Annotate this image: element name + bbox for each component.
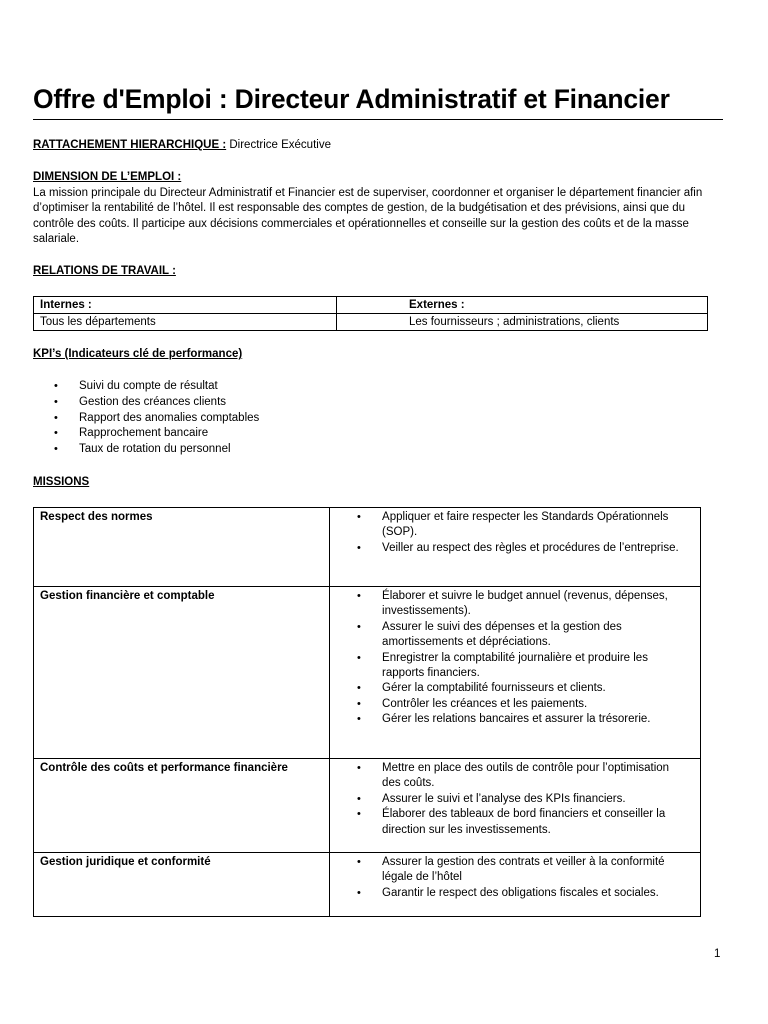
list-item: • Rapprochement bancaire xyxy=(79,426,259,442)
internal-value: Tous les départements xyxy=(34,314,337,331)
list-item: • Suivi du compte de résultat xyxy=(79,379,259,395)
list-item: • Gérer les relations bancaires et assurer la trésorerie. xyxy=(382,712,688,727)
mission-title: Respect des normes xyxy=(34,508,330,587)
page-number: 1 xyxy=(714,948,721,960)
list-item: • Contrôler les créances et les paiements. xyxy=(382,697,688,712)
list-item: • Enregistrer la comptabilité journalière et produire les rapports financiers. xyxy=(382,651,688,682)
dimension-label: DIMENSION DE L’EMPLOI : xyxy=(33,171,182,183)
internal-header: Internes : xyxy=(34,297,337,314)
relations-label-wrap xyxy=(33,264,176,280)
list-item: • Assurer la gestion des contrats et veiller à la conformité légale de l’hôtel xyxy=(382,855,688,886)
missions-label-wrap xyxy=(33,475,89,491)
mission-items xyxy=(330,759,701,853)
mission-title: Gestion financière et comptable xyxy=(34,587,330,759)
reporting-line xyxy=(33,138,331,154)
external-value: Les fournisseurs ; administrations, clients xyxy=(337,314,708,331)
reporting-value: Directrice Exécutive xyxy=(229,139,331,151)
mission-items xyxy=(330,853,701,917)
missions-table xyxy=(33,507,701,917)
list-item: • Appliquer et faire respecter les Standards Opérationnels (SOP). xyxy=(382,510,688,541)
kpi-label-wrap xyxy=(33,347,242,363)
list-item: • Gestion des créances clients xyxy=(79,395,259,411)
table-row xyxy=(34,853,701,917)
kpi-label: KPI’s (Indicateurs clé de performance) xyxy=(33,348,243,360)
list-item: • Garantir le respect des obligations fiscales et sociales. xyxy=(382,886,688,901)
table-row xyxy=(34,508,701,587)
missions-label: MISSIONS xyxy=(33,476,90,488)
kpi-list xyxy=(53,379,259,458)
mission-items xyxy=(330,587,701,759)
reporting-label: RATTACHEMENT HIERARCHIQUE : xyxy=(33,139,227,151)
relations-table xyxy=(33,296,708,331)
table-row xyxy=(34,587,701,759)
external-header: Externes : xyxy=(337,297,708,314)
table-row xyxy=(34,759,701,853)
dimension-text: La mission principale du Directeur Administratif et Financier est de superviser, coordonner et organiser le département financier afin d’optimiser la rentabilité de l’hôtel. Il est responsable des comptes de gestion, de la budgétisation et des prévisions, ainsi que du contrôle des coûts. Il participe aux décisions commerciales et opérationnelles et conseille sur la gestion des coûts et de la masse salariale. xyxy=(33,186,703,246)
list-item: • Taux de rotation du personnel xyxy=(79,442,259,458)
list-item: • Gérer la comptabilité fournisseurs et clients. xyxy=(382,681,688,696)
list-item: • Élaborer des tableaux de bord financiers et conseiller la direction sur les investissements. xyxy=(382,807,688,838)
dimension-section xyxy=(33,170,723,248)
list-item: • Mettre en place des outils de contrôle pour l’optimisation des coûts. xyxy=(382,761,688,792)
title-rule xyxy=(33,119,723,120)
mission-title: Contrôle des coûts et performance financière xyxy=(34,759,330,853)
list-item: • Assurer le suivi et l’analyse des KPIs financiers. xyxy=(382,792,688,807)
list-item: • Rapport des anomalies comptables xyxy=(79,411,259,427)
list-item: • Élaborer et suivre le budget annuel (revenus, dépenses, investissements). xyxy=(382,589,688,620)
page-title: Offre d'Emploi : Directeur Administratif et Financier xyxy=(33,84,670,114)
relations-label: RELATIONS DE TRAVAIL : xyxy=(33,265,176,277)
list-item: • Assurer le suivi des dépenses et la gestion des amortissements et dépréciations. xyxy=(382,620,688,651)
mission-title: Gestion juridique et conformité xyxy=(34,853,330,917)
mission-items xyxy=(330,508,701,587)
list-item: • Veiller au respect des règles et procédures de l’entreprise. xyxy=(382,541,688,556)
